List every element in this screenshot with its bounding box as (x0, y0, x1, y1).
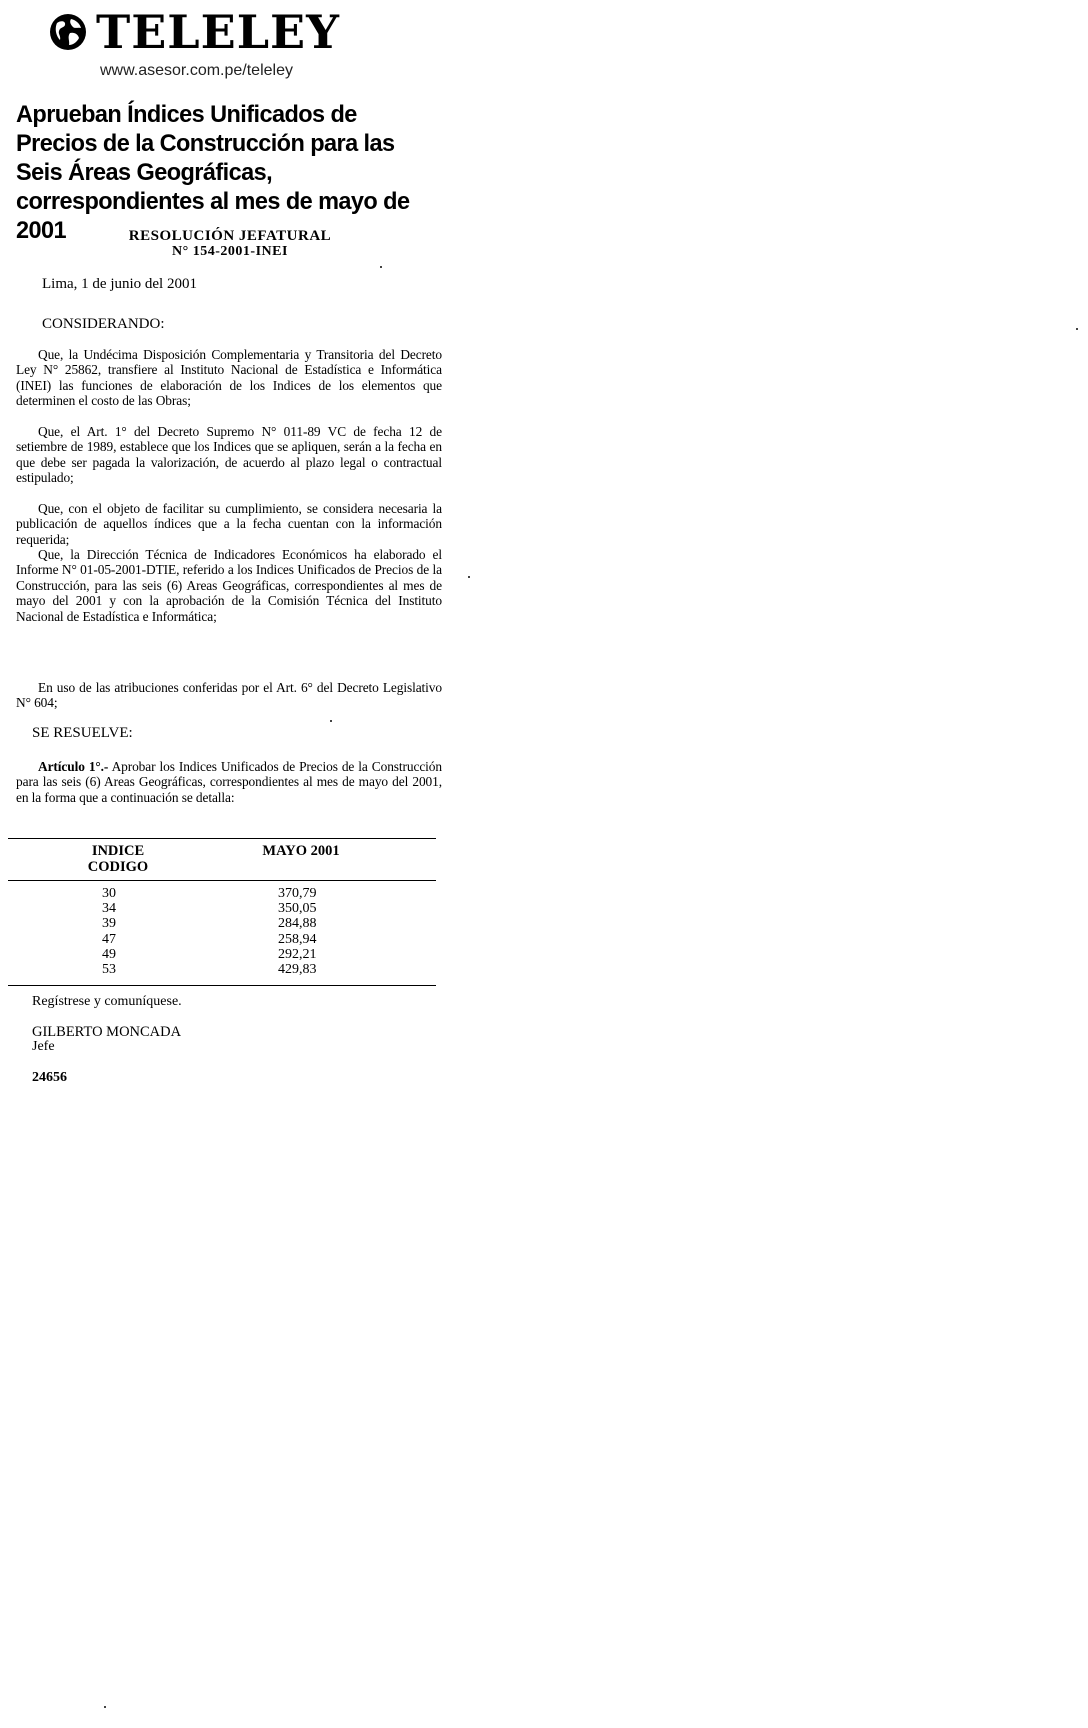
table-header-index-line2: CODIGO (87, 859, 149, 875)
table-top-rule (8, 838, 436, 839)
considerando-heading: CONSIDERANDO: (42, 316, 165, 332)
index-value-text: 429,83 (278, 962, 317, 977)
globe-icon (48, 12, 88, 52)
index-value-cell (238, 901, 338, 916)
index-code-cell: 49 (102, 946, 116, 962)
index-value-cell (238, 886, 338, 901)
scan-speck (468, 576, 470, 578)
resolution-title: RESOLUCIÓN JEFATURAL (128, 228, 332, 244)
index-value-text: 292,21 (278, 946, 317, 962)
table-header-index (70, 843, 166, 875)
index-code-cell: 53 (102, 962, 116, 977)
table-header-index-line1: INDICE (91, 843, 145, 859)
se-resuelve-heading: SE RESUELVE: (32, 725, 133, 741)
table-row (8, 947, 436, 962)
index-value-text: 350,05 (278, 901, 317, 917)
headline: Aprueban Índices Unificados de Precios de la Construcción para las Seis Áreas Geográficas, correspondientes al mes de mayo de 2001 (16, 101, 410, 244)
index-code-cell: 39 (102, 916, 116, 932)
closing-text: Regístrese y comuníquese. (32, 994, 182, 1009)
place-date: Lima, 1 de junio del 2001 (42, 276, 197, 292)
scan-speck (1076, 328, 1078, 330)
index-value-cell (238, 962, 338, 977)
table-row (8, 962, 436, 977)
index-value-text: 370,79 (278, 886, 317, 901)
atribuciones-paragraph: En uso de las atribuciones conferidas por el Art. 6° del Decreto Legislativo N° 604; (16, 680, 442, 711)
table-row (8, 916, 436, 931)
index-value-cell (238, 916, 338, 931)
index-value-cell (238, 947, 338, 962)
table-header-rule (8, 880, 436, 881)
signatory-title: Jefe (32, 1039, 55, 1054)
index-value-text: 258,94 (278, 931, 317, 947)
scan-speck (380, 266, 382, 268)
site-url: www.asesor.com.pe/teleley (100, 62, 293, 79)
index-value-cell (238, 932, 338, 947)
table-header-value: MAYO 2001 (262, 843, 340, 859)
index-code-cell: 47 (102, 931, 116, 947)
scan-speck (330, 720, 332, 722)
index-code-cell: 30 (102, 886, 116, 901)
table-bottom-rule (8, 985, 436, 986)
articulo-1-label: Artículo 1°.- (38, 759, 109, 774)
considerando-paragraph-3: Que, con el objeto de facilitar su cumplimiento, se considera necesaria la publicación de aquellos índices que a la fecha cuentan con la información requerida; (16, 501, 442, 547)
brand-name: TELELEY (96, 5, 340, 59)
table-row (8, 932, 436, 947)
table-row (8, 886, 436, 901)
signatory-name: GILBERTO MONCADA (32, 1024, 182, 1040)
logo (48, 6, 340, 58)
index-code-cell: 34 (102, 901, 116, 917)
table-row (8, 901, 436, 916)
index-value-text: 284,88 (278, 916, 317, 932)
resolution-number: N° 154-2001-INEI (172, 244, 288, 259)
articulo-1-text: Aprobar los Indices Unificados de Precios de la Construcción para las seis (6) Areas Geográficas, correspondientes al mes de mayo del 2001, en la forma que a continuación se detalla: (16, 759, 442, 805)
scan-speck (104, 1706, 106, 1708)
considerando-paragraph-2: Que, el Art. 1° del Decreto Supremo N° 011-89 VC de fecha 12 de setiembre de 1989, establece que los Indices que se apliquen, serán a la fecha en que debe ser pagada la valorización, de acuerdo al plazo legal o contractual estipulado; (16, 424, 442, 486)
considerando-paragraph-1: Que, la Undécima Disposición Complementaria y Transitoria del Decreto Ley N° 25862, transfiere al Instituto Nacional de Estadística e Informática (INEI) las funciones de elaboración de los Indices de los elementos que determinen el costo de las Obras; (16, 347, 442, 409)
considerando-paragraph-4: Que, la Dirección Técnica de Indicadores Económicos ha elaborado el Informe N° 01-05-2001-DTIE, referido a los Indices Unificados de Precios de la Construcción, para las seis (6) Areas Geográficas, correspondientes al mes de mayo del 2001 y con la aprobación de la Comisión Técnica del Instituto Nacional de Estadística e Informática; (16, 547, 442, 624)
reference-number: 24656 (32, 1070, 67, 1085)
articulo-1-paragraph (16, 759, 442, 805)
masthead (48, 4, 388, 88)
